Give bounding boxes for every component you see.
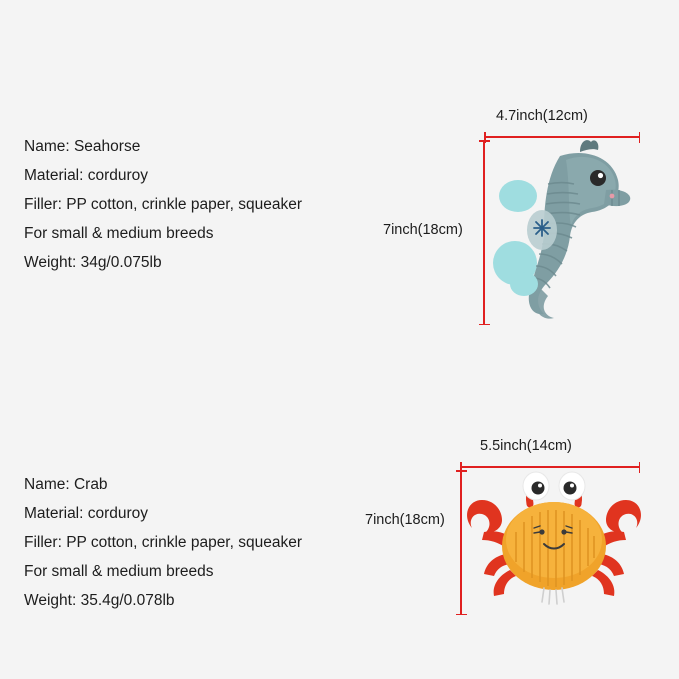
spec-line-breeds: For small & medium breeds xyxy=(24,563,214,580)
spec-list-crab xyxy=(24,470,384,615)
measurement-seahorse xyxy=(378,100,668,350)
spec-line-name: Name: Seahorse xyxy=(24,138,141,155)
spec-line-material: Material: corduroy xyxy=(24,505,149,522)
height-label-seahorse: 7inch(18cm) xyxy=(383,222,463,238)
seahorse-plush-toy xyxy=(488,138,638,328)
width-label-seahorse: 4.7inch(12cm) xyxy=(496,108,588,124)
spec-line-filler: Filler: PP cotton, crinkle paper, squeaker xyxy=(24,534,302,551)
spec-line-weight: Weight: 34g/0.075lb xyxy=(24,254,162,271)
height-label-crab: 7inch(18cm) xyxy=(365,512,445,528)
width-label-crab: 5.5inch(14cm) xyxy=(480,438,572,454)
spec-line-breeds: For small & medium breeds xyxy=(24,225,214,242)
product-block-crab xyxy=(0,430,679,660)
product-block-seahorse xyxy=(0,100,679,350)
crab-plush-toy xyxy=(464,470,644,618)
spec-list-seahorse xyxy=(24,132,384,277)
measurement-crab xyxy=(360,430,670,660)
spec-line-material: Material: corduroy xyxy=(24,167,149,184)
spec-line-weight: Weight: 35.4g/0.078lb xyxy=(24,592,175,609)
spec-line-filler: Filler: PP cotton, crinkle paper, squeaker xyxy=(24,196,302,213)
spec-line-name: Name: Crab xyxy=(24,476,108,493)
